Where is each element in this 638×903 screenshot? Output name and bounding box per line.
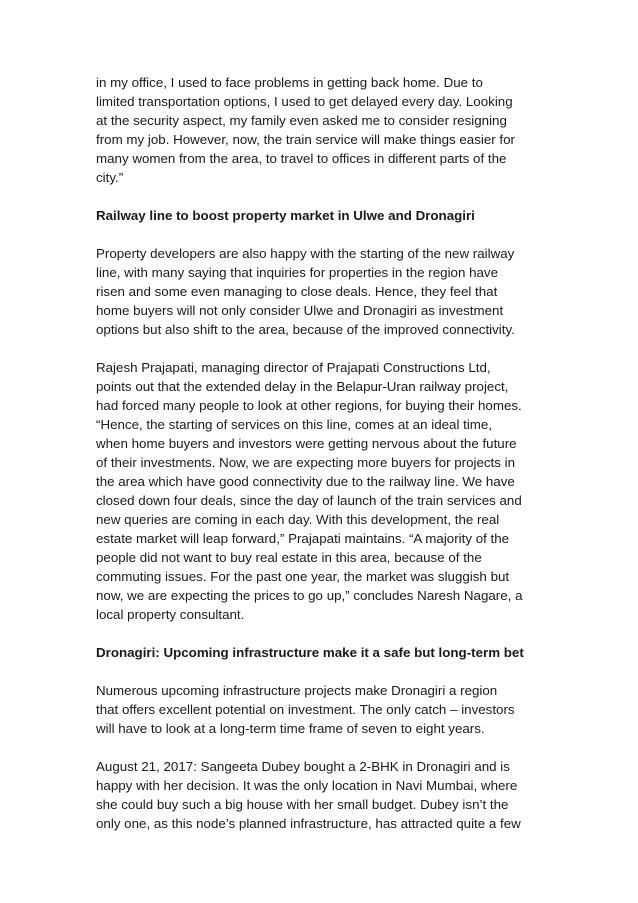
text-line: the area which have good connectivity due to the railway line. We have	[96, 474, 515, 489]
text-line: closed down four deals, since the day of launch of the train services and	[96, 493, 522, 508]
text-line: at the security aspect, my family even asked me to consider resigning	[96, 113, 507, 128]
text-line: commuting issues. For the past one year, the market was sluggish but	[96, 569, 510, 584]
text-line: Numerous upcoming infrastructure projects make Dronagiri a region	[96, 683, 498, 698]
text-line: when home buyers and investors were getting nervous about the future	[96, 436, 517, 451]
text-line: had forced many people to look at other regions, for buying their homes.	[96, 398, 522, 413]
text-line: local property consultant.	[96, 607, 245, 622]
document-page	[96, 73, 546, 852]
text-line: she could buy such a big house with her small budget. Dubey isn’t the	[96, 797, 509, 812]
paragraph-quote-end	[96, 73, 546, 187]
text-line: will have to look at a long-term time frame of seven to eight years.	[96, 721, 485, 736]
text-line: Rajesh Prajapati, managing director of Prajapati Constructions Ltd,	[96, 360, 491, 375]
text-line: estate market will leap forward,” Prajapati maintains. “A majority of the	[96, 531, 510, 546]
paragraph-infrastructure	[96, 681, 546, 738]
text-line: risen and some even managing to close deals. Hence, they feel that	[96, 284, 498, 299]
text-line: from my job. However, now, the train service will make things easier for	[96, 132, 516, 147]
text-line: points out that the extended delay in the Belapur-Uran railway project,	[96, 379, 509, 394]
text-line: August 21, 2017: Sangeeta Dubey bought a 2-BHK in Dronagiri and is	[96, 759, 510, 774]
text-line: of their investments. Now, we are expecting more buyers for projects in	[96, 455, 516, 470]
paragraph-sangeeta-dubey	[96, 757, 546, 833]
text-line: that offers excellent potential on investment. The only catch – investors	[96, 702, 515, 717]
text-line: city.”	[96, 170, 124, 185]
text-line: only one, as this node’s planned infrastructure, has attracted quite a few	[96, 816, 521, 831]
text-line: new queries are coming in each day. With this development, the real	[96, 512, 500, 527]
paragraph-prajapati	[96, 358, 546, 624]
text-line: line, with many saying that inquiries for properties in the region have	[96, 265, 499, 280]
text-line: people did not want to buy real estate in this area, because of the	[96, 550, 482, 565]
paragraph-developers	[96, 244, 546, 339]
section-heading-dronagiri: Dronagiri: Upcoming infrastructure make it a safe but long-term bet	[96, 645, 524, 660]
text-line: “Hence, the starting of services on this line, comes at an ideal time,	[96, 417, 493, 432]
text-line: options but also shift to the area, because of the improved connectivity.	[96, 322, 515, 337]
text-line: limited transportation options, I used to get delayed every day. Looking	[96, 94, 513, 109]
text-line: many women from the area, to travel to offices in different parts of the	[96, 151, 507, 166]
text-line: home buyers will not only consider Ulwe and Dronagiri as investment	[96, 303, 504, 318]
text-line: happy with her decision. It was the only location in Navi Mumbai, where	[96, 778, 518, 793]
text-line: Property developers are also happy with the starting of the new railway	[96, 246, 515, 261]
text-line: now, we are expecting the prices to go up,” concludes Naresh Nagare, a	[96, 588, 523, 603]
section-heading-railway-line: Railway line to boost property market in Ulwe and Dronagiri	[96, 208, 475, 223]
text-line: in my office, I used to face problems in getting back home. Due to	[96, 75, 483, 90]
